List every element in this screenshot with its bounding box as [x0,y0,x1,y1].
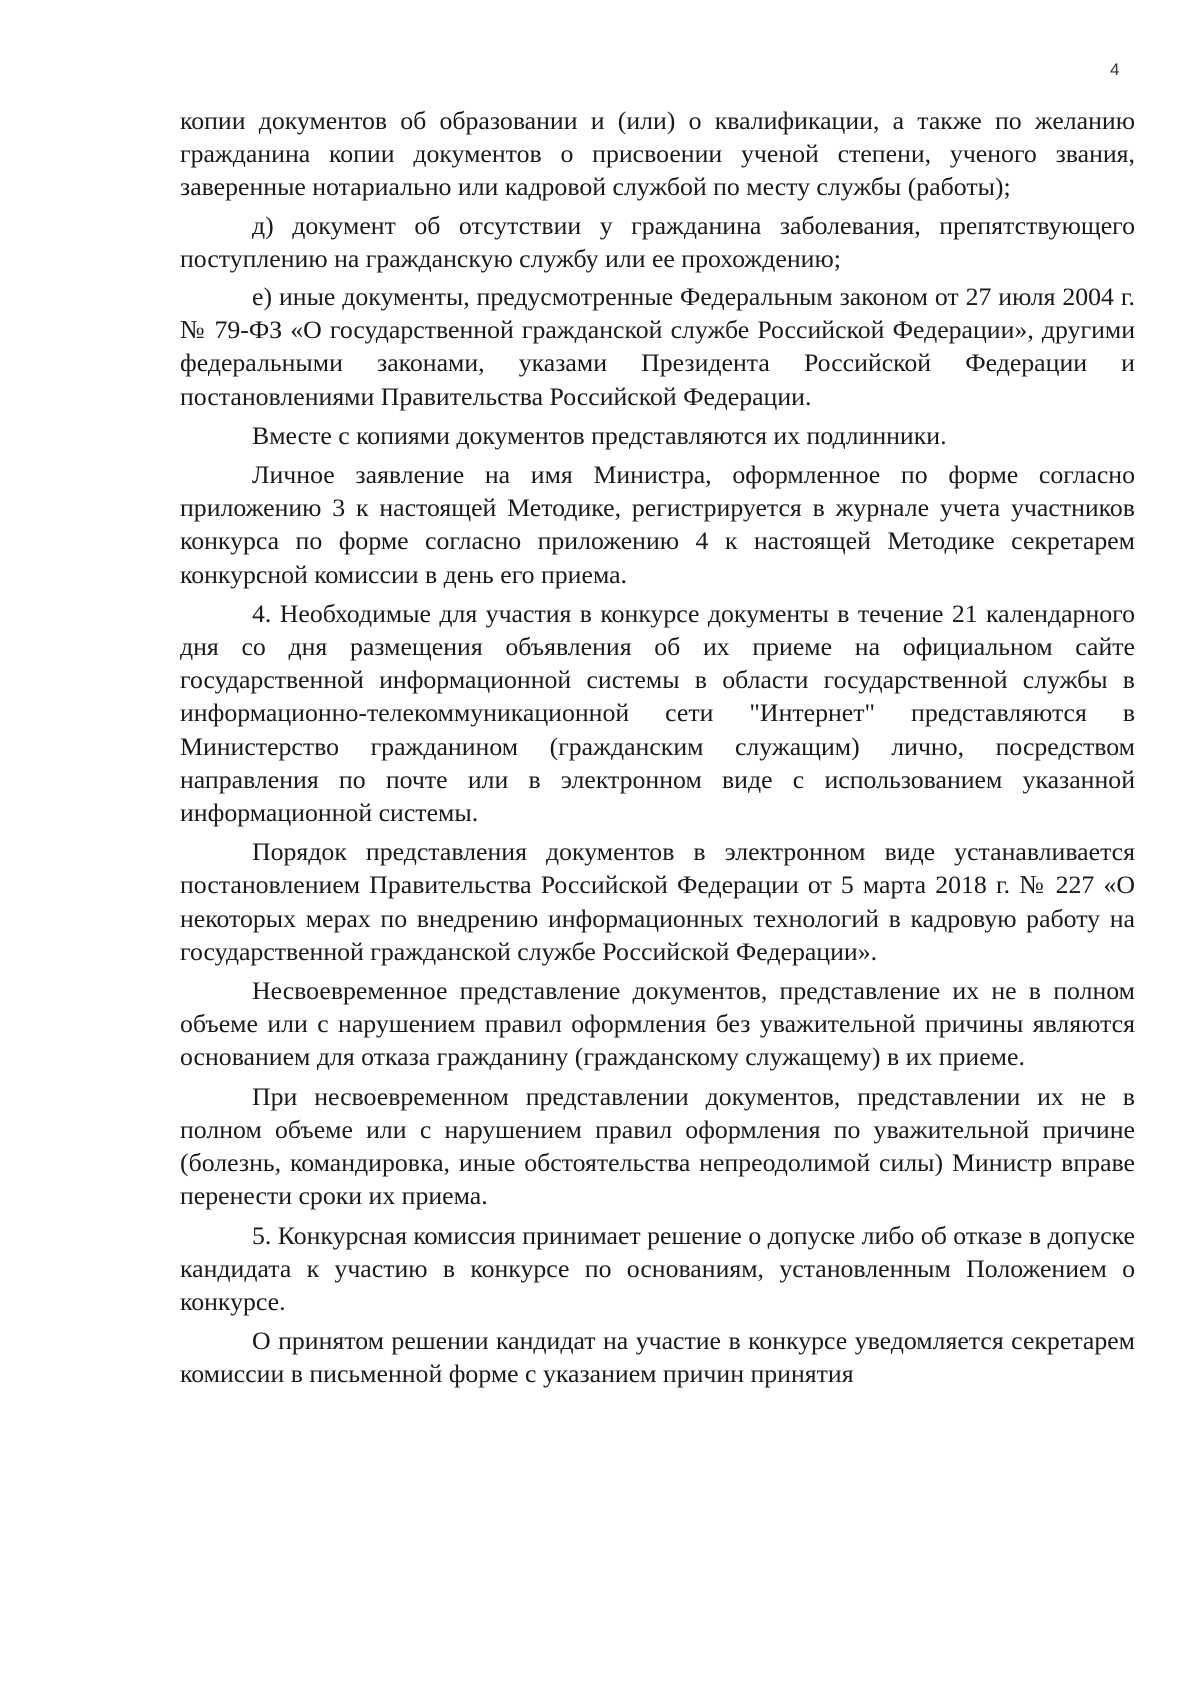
page-number: 4 [1110,60,1120,79]
paragraph-electronic-procedure: Порядок представления документов в электронном виде устанавливается постановлением Правительства Российской Федерации от 5 марта 2018 г. № 227 «О некоторых мерах по внедрению информационных технологий в кадровую работу на государственной гражданской службе Российской Федерации». [180,837,1135,966]
paragraph-originals: Вместе с копиями документов представляются их подлинники. [252,420,947,450]
paragraph-item-5-admission-decision: 5. Конкурсная комиссия принимает решение о допуске либо об отказе в допуске кандидата к участию в конкурсе по основаниям, установленным Положением о конкурсе. [180,1220,1135,1316]
paragraph-late-submission-valid-reason: При несвоевременном представлении документов, представлении их не в полном объеме или с нарушением правил оформления по уважительной причине (болезнь, командировка, иные обстоятельства непреодолимой силы) Министр вправе перенести сроки их приема. [180,1081,1135,1211]
paragraph-medical-certificate: д) документ об отсутствии у гражданина заболевания, препятствующего поступлению на гражданскую службу или ее прохождению; [180,210,1135,273]
paragraph-personal-application: Личное заявление на имя Министра, оформленное по форме согласно приложению 3 к настоящей Методике, регистрируется в журнале учета участников конкурса по форме согласно приложению 4 к настоящей Методике секретарем конкурсной комиссии в день его приема. [180,460,1135,589]
document-body [180,104,1135,1397]
paragraph-other-documents: е) иные документы, предусмотренные Федеральным законом от 27 июля 2004 г. № 79-ФЗ «О государственной гражданской службе Российской Федерации», другими федеральными законами, указами Президента Российской Федерации и постановлениями Правительства Российской Федерации. [180,282,1135,411]
paragraph-item-4-submission: 4. Необходимые для участия в конкурсе документы в течение 21 календарного дня со дня размещения объявления об их приеме на официальном сайте государственной информационной системы в области государственной службы в информационно-телекоммуникационной сети "Интернет" представляются в Министерство гражданином (гражданским служащим) лично, посредством направления по почте или в электронном виде с использованием указанной информационной системы. [180,598,1135,828]
paragraph-education-documents: копии документов об образовании и (или) о квалификации, а также по желанию гражданина копии документов о присвоении ученой степени, ученого звания, заверенные нотариально или кадровой службой по месту службы (работы); [180,106,1135,202]
paragraph-notification: О принятом решении кандидат на участие в конкурсе уведомляется секретарем комиссии в письменной форме с указанием причин принятия [180,1326,1135,1389]
paragraph-late-submission-refusal: Несвоевременное представление документов, представление их не в полном объеме или с нарушением правил оформления без уважительной причины являются основанием для отказа гражданину (гражданскому служащему) в их приеме. [180,976,1135,1072]
